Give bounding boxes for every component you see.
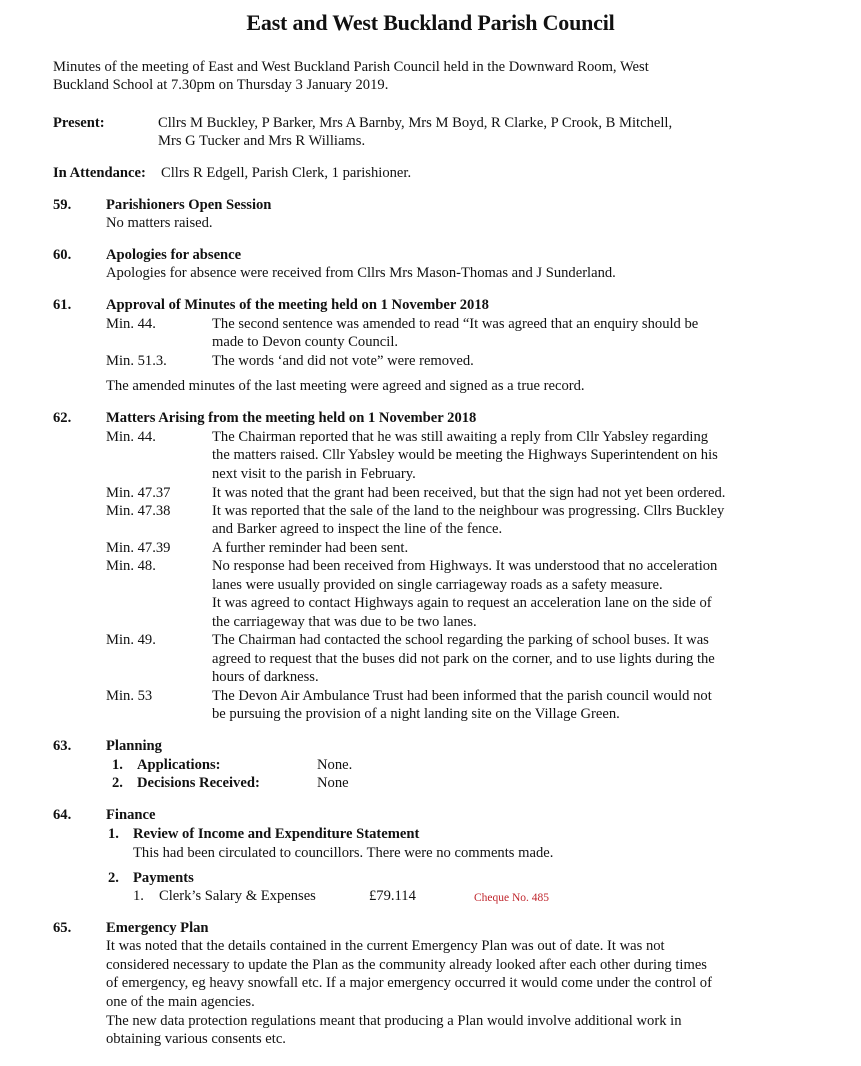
sub-label: Applications: [137,757,221,773]
attendance-label: In Attendance: [53,165,146,181]
min-ref: Min. 44. [106,429,156,445]
min-text: The Chairman reported that he was still awaiting a reply from Cllr Yabsley regarding [212,429,709,445]
page-title: East and West Buckland Parish Council [246,10,615,35]
item-number: 64. [53,807,72,823]
item-text: It was noted that the details contained in the current Emergency Plan was out of date. It was not [106,938,665,954]
item-number: 62. [53,410,72,426]
sub-number: 2. [112,775,123,791]
min-text: hours of darkness. [212,669,319,685]
payment-amount: £79.114 [369,888,416,904]
min-ref: Min. 51.3. [106,353,167,369]
min-ref: Min. 47.37 [106,485,171,501]
min-text: the carriageway that was due to be two lanes. [212,614,477,630]
min-text: be pursuing the provision of a night landing site on the Village Green. [212,706,620,722]
item-text: No matters raised. [106,215,213,231]
item-closing: The amended minutes of the last meeting were agreed and signed as a true record. [106,378,585,394]
item-text: obtaining various consents etc. [106,1031,286,1047]
min-text: No response had been received from Highways. It was understood that no acceleration [212,558,718,574]
item-text: Apologies for absence were received from Cllrs Mrs Mason-Thomas and J Sunderland. [106,265,616,281]
sub-text: This had been circulated to councillors. There were no comments made. [133,845,554,861]
min-ref: Min. 47.38 [106,503,171,519]
min-text: The words ‘and did not vote” were removed. [212,353,474,369]
intro-line-1: Minutes of the meeting of East and West Buckland Parish Council held in the Downward Room, West [53,59,649,75]
item-heading: Parishioners Open Session [106,197,272,213]
item-heading: Matters Arising from the meeting held on 1 November 2018 [106,410,477,426]
item-number: 60. [53,247,72,263]
present-line-2: Mrs G Tucker and Mrs R Williams. [158,133,366,149]
item-text: one of the main agencies. [106,994,255,1010]
intro-line-2: Buckland School at 7.30pm on Thursday 3 January 2019. [53,77,389,93]
min-text: the matters raised. Cllr Yabsley would be meeting the Highways Superintendent on his [212,447,718,463]
min-text: agreed to request that the buses did not park on the corner, and to use lights during the [212,651,715,667]
min-text: lanes were usually provided on single carriageway roads as a safety measure. [212,577,663,593]
attendance-text: Cllrs R Edgell, Parish Clerk, 1 parishioner. [161,165,412,181]
present-line-1: Cllrs M Buckley, P Barker, Mrs A Barnby, Mrs M Boyd, R Clarke, P Crook, B Mitchell, [158,115,673,131]
min-ref: Min. 47.39 [106,540,171,556]
cheque-number: Cheque No. 485 [474,892,550,904]
min-text: next visit to the parish in February. [212,466,416,482]
min-text: The Devon Air Ambulance Trust had been informed that the parish council would not [212,688,712,704]
min-text: It was agreed to contact Highways again to request an acceleration lane on the side of [212,595,712,611]
sub-number: 1. [112,757,123,773]
sub-value: None. [317,757,353,773]
min-text: It was noted that the grant had been received, but that the sign had not yet been ordered. [212,485,726,501]
item-number: 63. [53,738,72,754]
item-text: The new data protection regulations meant that producing a Plan would involve additional work in [106,1013,682,1029]
min-ref: Min. 49. [106,632,156,648]
min-text: It was reported that the sale of the land to the neighbour was progressing. Cllrs Buckley [212,503,725,519]
min-text: The Chairman had contacted the school regarding the parking of school buses. It was [212,632,709,648]
item-heading: Planning [106,738,162,754]
item-heading: Finance [106,807,156,823]
min-text: The second sentence was amended to read “It was agreed that an enquiry should be [212,316,699,332]
item-heading: Emergency Plan [106,920,209,936]
item-number: 59. [53,197,72,213]
sub-label: Payments [133,870,194,886]
item-number: 65. [53,920,72,936]
sub-label: Review of Income and Expenditure Statement [133,826,420,842]
payment-description: Clerk’s Salary & Expenses [159,888,316,904]
sub-label: Decisions Received: [137,775,260,791]
min-text: made to Devon county Council. [212,334,399,350]
min-text: A further reminder had been sent. [212,540,409,556]
item-heading: Apologies for absence [106,247,242,263]
sub-number: 2. [108,870,119,886]
item-number: 61. [53,297,72,313]
item-text: of emergency, eg heavy snowfall etc. If a major emergency occurred it would come under the control of [106,975,712,991]
sub-value: None [317,775,349,791]
present-label: Present: [53,115,105,131]
item-text: considered necessary to update the Plan as the community already looked after each other during times [106,957,707,973]
payment-number: 1. [133,888,144,904]
item-heading: Approval of Minutes of the meeting held on 1 November 2018 [106,297,489,313]
sub-number: 1. [108,826,119,842]
min-ref: Min. 53 [106,688,153,704]
min-ref: Min. 48. [106,558,156,574]
min-ref: Min. 44. [106,316,156,332]
min-text: and Barker agreed to inspect the line of the fence. [212,521,503,537]
